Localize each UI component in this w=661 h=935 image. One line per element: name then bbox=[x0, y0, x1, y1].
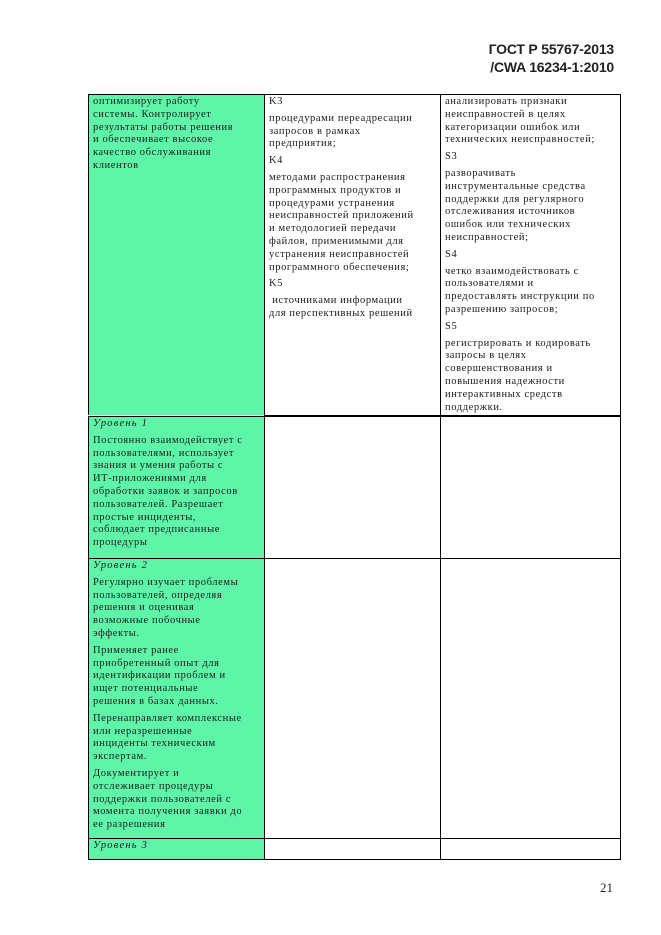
level3-cell bbox=[88, 838, 265, 860]
level1-text: Уровень 1 Постоянно взаимодействует с пользователями, использует знания и умения работы с ИТ-приложениями для обработки заявок и запросов пользователей. Разрешает простые инциденты, соблюдает предписанные процедуры bbox=[89, 417, 265, 550]
skills-list: анализировать признаки неисправностей в целях категоризации ошибок или технических неисправностей; S3 разворачивать инструментальные средства поддержки для регулярного отслеживания источников ошибок или технических неисправностей; S4 четко взаимодействовать с пользователями и предоставлять инструкции по разрешению запросов; S5 регистрировать и кодировать запросы в целях совершенствования и повышения надежности интерактивных средств поддержки. bbox=[441, 95, 620, 414]
level2-text: Уровень 2 Регулярно изучает проблемы пользователей, определяя решения и оценивая возможные побочные эффекты. Применяет ранее приобретенный опыт для идентификации проблем и ищет потенциальные решения в базах данных. Перенаправляет комплексные или неразрешенные инциденты техническим экспертам. Документирует и отслеживает процедуры поддержки пользователей с момента получения заявки до ее разрешения bbox=[89, 559, 265, 832]
standard-code: ГОСТ Р 55767-2013 bbox=[488, 41, 614, 57]
row1-skills-cell bbox=[440, 94, 621, 416]
k5-code: K5 bbox=[269, 278, 284, 290]
knowledge-list: K3 процедурами переадресации запросов в рамках предприятия; K4 методами распространения программных продуктов и процедурами устранения неисправностей приложений и методологией передачи файлов, применимыми для устранения неисправностей программного обеспечения; K5 источниками информации для перспективных решений bbox=[265, 95, 441, 321]
level2-knowledge-cell bbox=[264, 558, 441, 839]
row1-knowledge-cell bbox=[264, 94, 441, 416]
level3-knowledge-cell bbox=[264, 838, 441, 860]
level2-skills-cell bbox=[440, 558, 621, 839]
level3-skills-cell bbox=[440, 838, 621, 860]
level1-skills-cell bbox=[440, 416, 621, 559]
level3-title: Уровень 3 bbox=[93, 840, 149, 851]
k4-code: K4 bbox=[269, 155, 284, 167]
level2-cell bbox=[88, 558, 265, 838]
standard-code-cwa: /CWA 16234-1:2010 bbox=[490, 59, 614, 75]
s5-code: S5 bbox=[445, 320, 458, 332]
level1-title: Уровень 1 bbox=[93, 418, 149, 429]
page-number: 21 bbox=[600, 880, 613, 895]
row1-col1-cell bbox=[88, 94, 265, 415]
level3-text bbox=[89, 839, 265, 853]
document-header bbox=[489, 40, 614, 76]
level1-cell bbox=[88, 416, 265, 558]
s4-code: S4 bbox=[445, 248, 458, 260]
row1-col1-text: оптимизирует работу системы. Контролирует результаты работы решения и обеспечивает высокое качество обслуживания клиентов bbox=[93, 96, 234, 171]
level1-knowledge-cell bbox=[264, 416, 441, 559]
k3-code: K3 bbox=[269, 96, 284, 107]
s3-code: S3 bbox=[445, 151, 458, 163]
level2-title: Уровень 2 bbox=[93, 560, 149, 571]
